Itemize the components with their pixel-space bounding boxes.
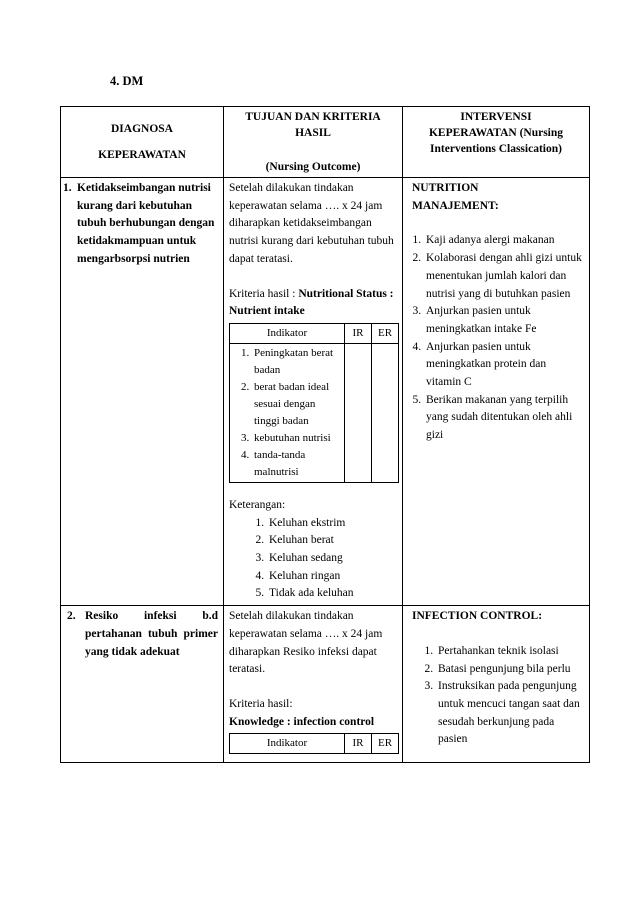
ir-header: IR xyxy=(345,734,372,754)
table-header-row xyxy=(61,107,590,178)
row1-outcome-intro: Setelah dilakukan tindakan keperawatan selama …. x 24 jam diharapkan ketidakseimbangan nutrisi kurang dari kebutuhan tubuh dapat teratasi. xyxy=(229,182,394,265)
er-cell xyxy=(372,343,399,482)
table-row xyxy=(61,606,590,763)
row1-diagnosis-number: 1. xyxy=(63,182,72,194)
keterangan-item: 5. Tidak ada keluhan xyxy=(267,585,397,603)
header-diagnosis-line2: KEPERAWATAN xyxy=(98,149,186,161)
ir-cell xyxy=(345,343,372,482)
header-intervention xyxy=(403,107,590,178)
row1-outcome-cell xyxy=(224,178,403,606)
indicator-item: 4. tanda-tanda malnutrisi xyxy=(252,447,340,481)
intervention-item: 1. Kaji adanya alergi makanan xyxy=(424,232,584,250)
keterangan-item: 3. Keluhan sedang xyxy=(267,550,397,568)
intervention-item: 4. Anjurkan pasien untuk meningkatkan protein dan vitamin C xyxy=(424,339,584,392)
row1-intervention-list xyxy=(408,232,584,444)
row2-outcome-cell xyxy=(224,606,403,763)
header-intervention-line2: KEPERAWATAN (Nursing xyxy=(428,127,564,139)
header-outcome-line2: HASIL xyxy=(295,127,331,139)
intervention-item: 1. Pertahankan teknik isolasi xyxy=(436,643,584,661)
keterangan-item: 2. Keluhan berat xyxy=(267,532,397,550)
keterangan-label: Keterangan: xyxy=(229,498,286,511)
indicator-list xyxy=(234,345,340,481)
row2-indicator-table xyxy=(229,733,399,754)
row1-keterangan xyxy=(229,497,397,603)
er-header: ER xyxy=(372,734,399,754)
header-outcome-line3: (Nursing Outcome) xyxy=(265,161,361,173)
care-plan-table xyxy=(60,106,590,763)
row2-intervention-list xyxy=(408,643,584,749)
row1-criteria-label: Kriteria hasil : xyxy=(229,287,299,300)
indicator-list-cell xyxy=(230,343,345,482)
row1-diagnosis-text: Ketidakseimbangan nutrisi kurang dari kebutuhan tubuh berhubungan dengan ketidakmampuan untuk mengarbsorpsi nutrien xyxy=(77,182,215,265)
row2-criteria-title: Knowledge : infection control xyxy=(229,715,375,728)
header-intervention-line1: INTERVENSI xyxy=(460,111,532,123)
row1-intervention-title-line1: NUTRITION xyxy=(412,182,479,194)
indicator-header: Indikator xyxy=(230,323,345,343)
row2-intervention-title: INFECTION CONTROL: xyxy=(412,610,543,623)
er-header: ER xyxy=(372,323,399,343)
header-diagnosis xyxy=(61,107,224,178)
row1-intervention-cell xyxy=(403,178,590,606)
indicator-item: 1. Peningkatan berat badan xyxy=(252,345,340,379)
intervention-item: 2. Kolaborasi dengan ahli gizi untuk menentukan jumlah kalori dan nutrisi yang di butuhkan pasien xyxy=(424,250,584,303)
ir-header: IR xyxy=(345,323,372,343)
row2-diagnosis-text: Resiko infeksi b.d pertahanan tubuh primer yang tidak adekuat xyxy=(85,610,218,658)
header-outcome-line1: TUJUAN DAN KRITERIA xyxy=(245,111,381,123)
row2-intervention-cell xyxy=(403,606,590,763)
row2-diagnosis-number: 2. xyxy=(67,610,76,623)
keterangan-item: 4. Keluhan ringan xyxy=(267,568,397,586)
keterangan-list xyxy=(229,515,397,604)
row2-diagnosis-cell xyxy=(61,606,224,763)
intervention-item: 2. Batasi pengunjung bila perlu xyxy=(436,661,584,679)
row2-criteria-label: Kriteria hasil: xyxy=(229,697,293,710)
keterangan-item: 1. Keluhan ekstrim xyxy=(267,515,397,533)
table-row xyxy=(61,178,590,606)
indicator-item: 3. kebutuhan nutrisi xyxy=(252,430,340,447)
row1-indicator-table xyxy=(229,323,399,483)
header-outcome xyxy=(224,107,403,178)
section-heading: 4. DM xyxy=(110,74,144,88)
intervention-item: 3. Instruksikan pada pengunjung untuk mencuci tangan saat dan sesudah berkunjung pada pasien xyxy=(436,678,584,749)
indicator-item: 2. berat badan ideal sesuai dengan tinggi badan xyxy=(252,379,340,430)
row1-criteria-title: Nutritional Status : Nutrient intake xyxy=(229,287,394,318)
row1-criteria xyxy=(229,286,397,321)
header-intervention-line3: Interventions Classication) xyxy=(430,143,562,155)
row1-intervention-title-line2: MANAJEMENT: xyxy=(412,199,499,212)
row1-diagnosis-cell xyxy=(61,178,224,606)
row2-outcome-intro: Setelah dilakukan tindakan keperawatan selama …. x 24 jam diharapkan Resiko infeksi dapat teratasi. xyxy=(229,610,383,676)
header-diagnosis-line1: DIAGNOSA xyxy=(111,123,173,135)
intervention-item: 5. Berikan makanan yang terpilih yang sudah ditentukan oleh ahli gizi xyxy=(424,392,584,445)
indicator-header: Indikator xyxy=(230,734,345,754)
intervention-item: 3. Anjurkan pasien untuk meningkatkan intake Fe xyxy=(424,303,584,338)
